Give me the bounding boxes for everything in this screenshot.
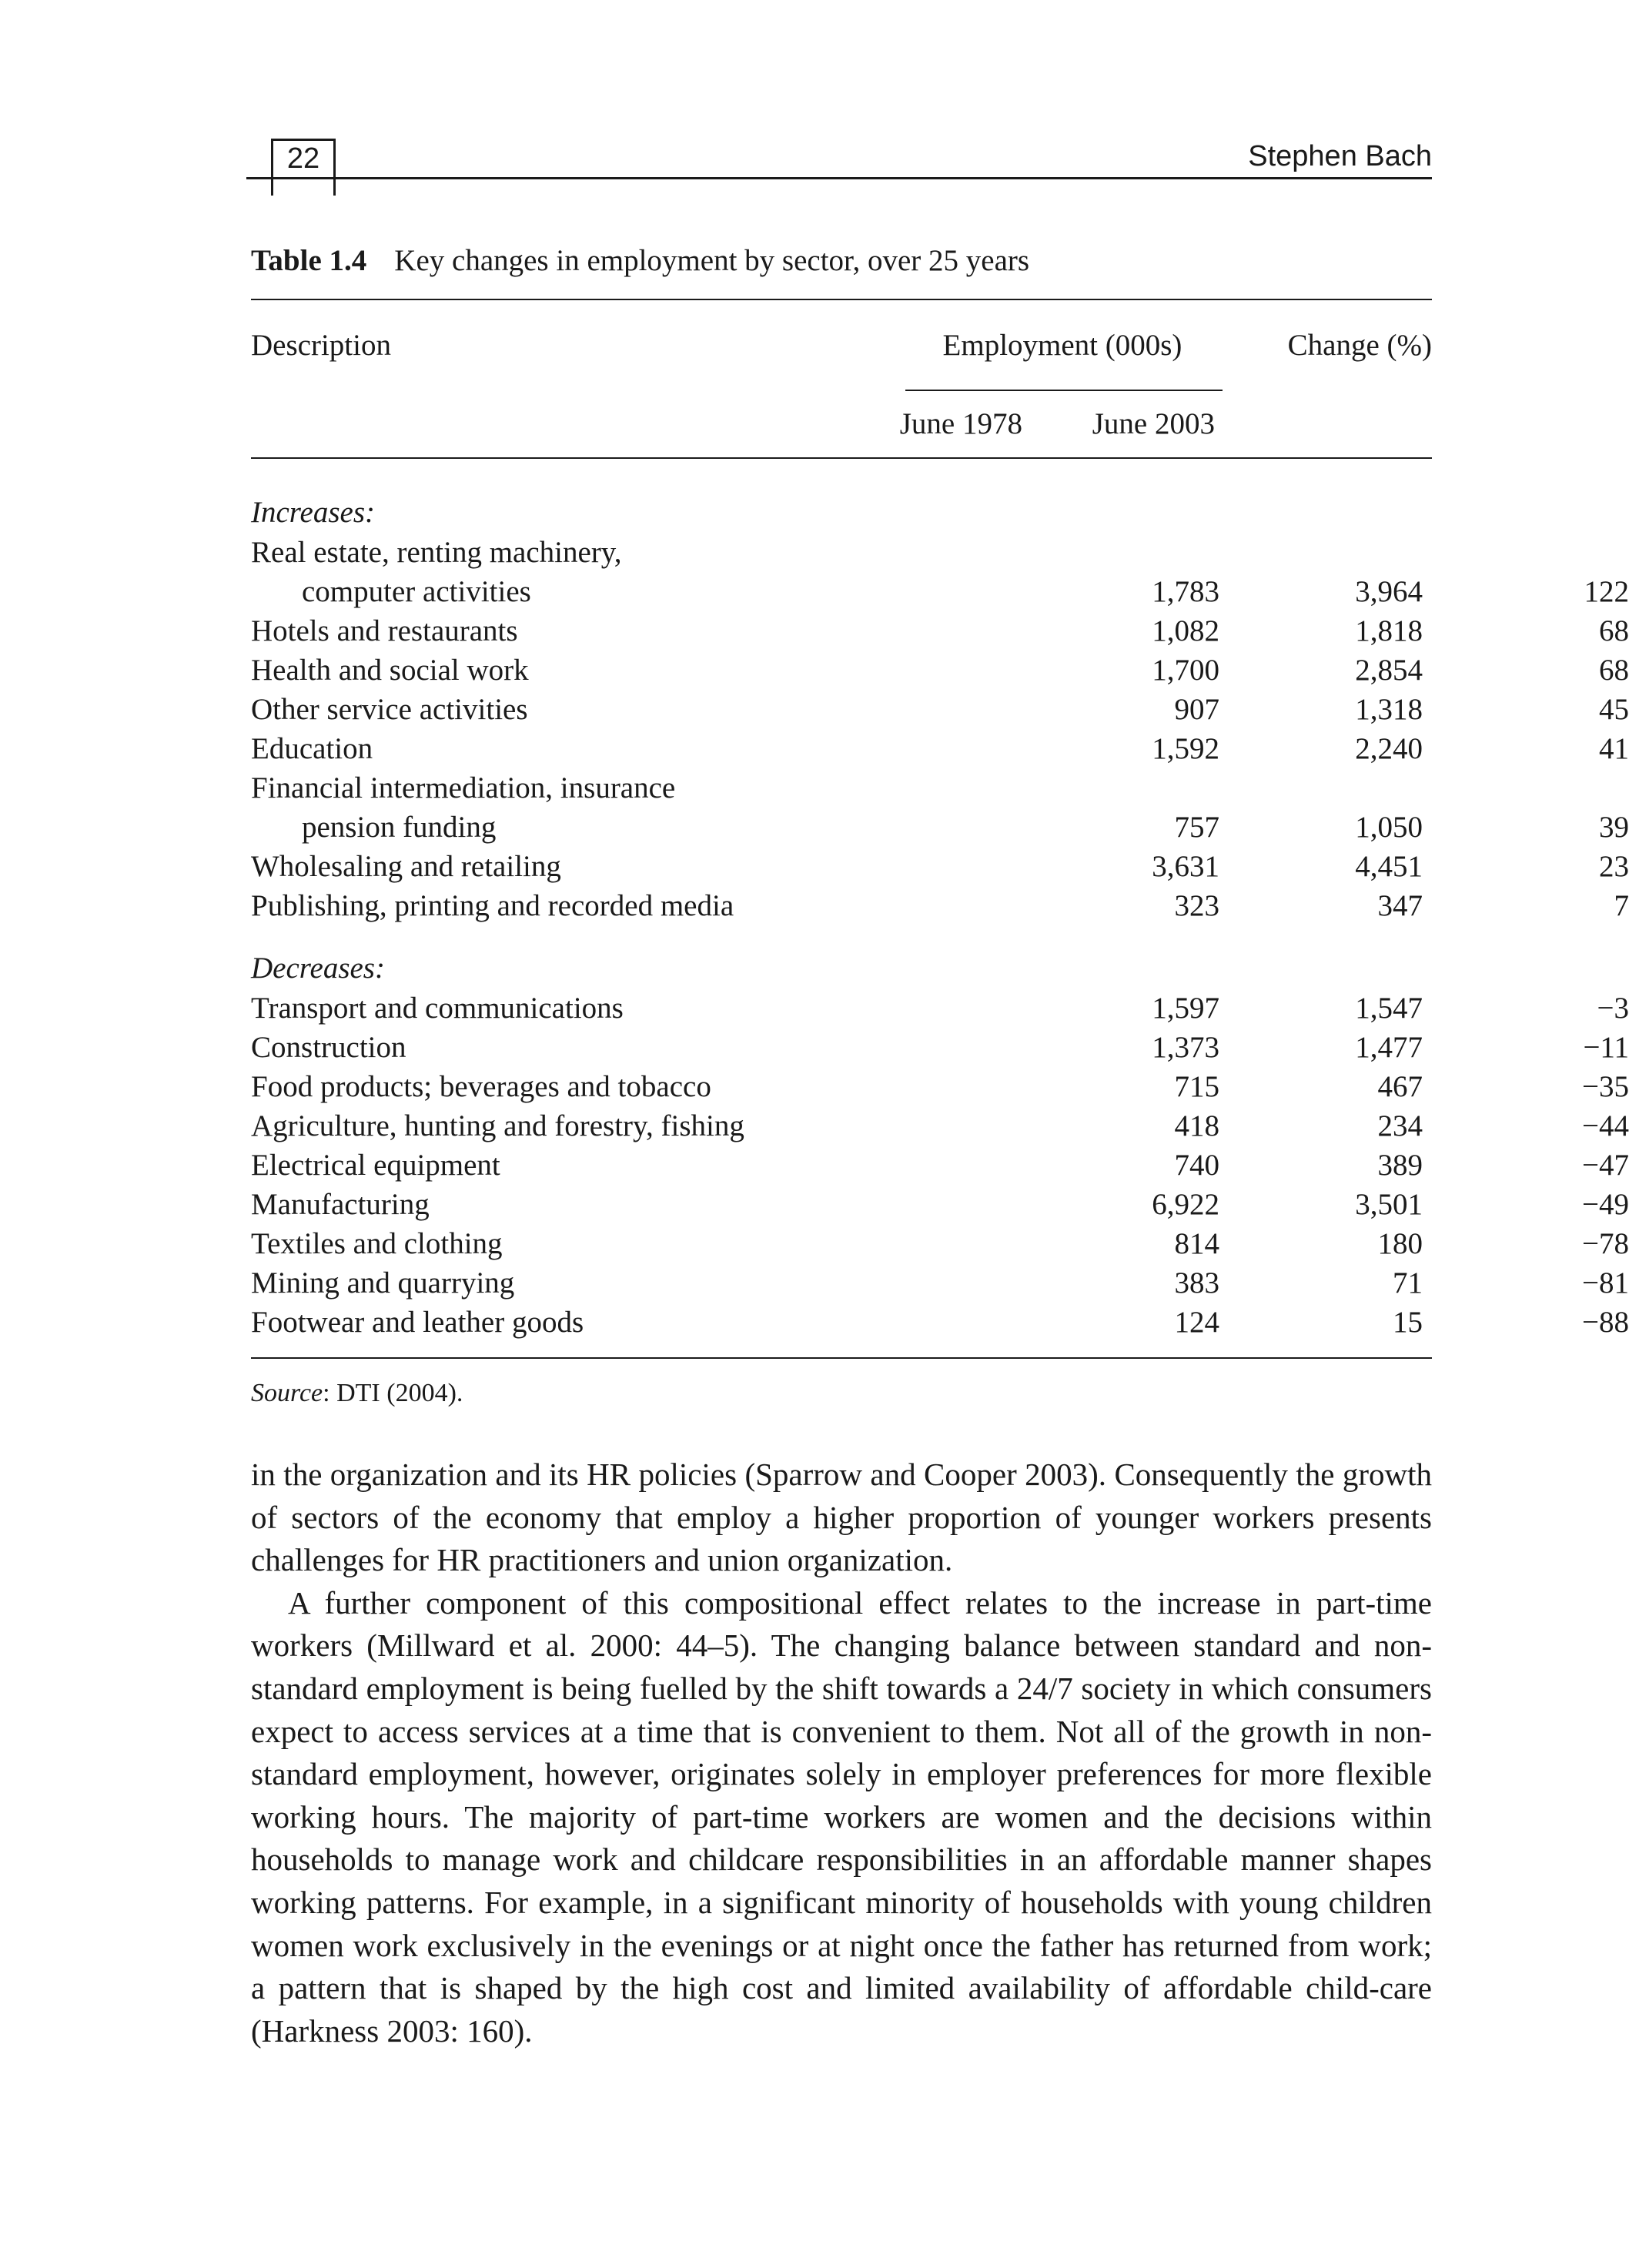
value-change: −47 — [1582, 1149, 1629, 1182]
row-description-line2: pension funding — [302, 811, 497, 844]
table-label: Table 1.4 — [251, 244, 367, 277]
value-change: 68 — [1599, 614, 1629, 647]
value-change: 23 — [1599, 850, 1629, 883]
value-june-2003: 1,318 — [1355, 693, 1423, 726]
value-june-2003: 15 — [1393, 1306, 1423, 1339]
value-change: 41 — [1599, 732, 1629, 765]
value-june-1978: 1,783 — [1152, 575, 1219, 608]
row-description — [251, 729, 867, 768]
table-row — [251, 729, 1629, 768]
row-description-line1: Financial intermediation, insurance — [251, 771, 676, 805]
table-row — [251, 1303, 1629, 1342]
value-change: −3 — [1597, 992, 1629, 1025]
table-bottom-rule — [251, 1357, 1432, 1359]
table-row — [251, 768, 1629, 847]
row-description — [251, 886, 867, 925]
value-change: −81 — [1582, 1266, 1629, 1300]
row-description — [251, 651, 867, 690]
value-change: −11 — [1583, 1031, 1629, 1064]
value-june-2003: 467 — [1377, 1070, 1423, 1103]
running-header — [246, 132, 1432, 202]
row-description — [251, 1067, 867, 1106]
row-description-line1: Textiles and clothing — [251, 1227, 503, 1260]
row-description-line1: Other service activities — [251, 693, 528, 726]
value-june-1978: 1,082 — [1152, 614, 1219, 647]
column-header-change: Change (%) — [1287, 329, 1432, 362]
table-row — [251, 886, 1629, 925]
row-description — [251, 611, 867, 651]
table-row — [251, 1106, 1629, 1146]
row-description-line1: Manufacturing — [251, 1188, 430, 1221]
value-june-1978: 1,592 — [1152, 732, 1219, 765]
row-description — [251, 1303, 867, 1342]
table-title: Key changes in employment by sector, over 25 years — [394, 244, 1030, 277]
row-description — [251, 1028, 867, 1067]
row-description — [251, 768, 867, 847]
value-june-2003: 347 — [1377, 889, 1423, 922]
row-description-line1: Food products; beverages and tobacco — [251, 1070, 711, 1103]
source-label: Source — [251, 1379, 323, 1407]
column-header-june-1978: June 1978 — [899, 407, 1022, 440]
table-row — [251, 533, 1629, 611]
table-column-headers — [251, 300, 1432, 457]
value-june-1978: 757 — [1174, 811, 1219, 844]
body-paragraph: A further component of this compositional effect relates to the increase in part-time workers (Millward et al. 2000: 44–5). The changing balance between standard and non-standard employment is being fuelled by the shift towards a 24/7 society in which consumers expect to access services at a time that is convenient to them. Not all of the growth in non-standard employment, however, originates solely in employer preferences for more flexible working hours. The majority of part-time workers are women and the decisions within households to manage work and childcare responsibilities in an affordable manner shapes working patterns. For example, in a significant minority of households with young children women work exclusively in the evenings or at night once the father has returned from work; a pattern that is shaped by the high cost and limited availability of affordable child-care (Harkness 2003: 160). — [251, 1584, 1432, 2049]
decreases-rows — [251, 988, 1629, 1342]
table-row — [251, 1067, 1629, 1106]
value-june-2003: 1,477 — [1355, 1031, 1423, 1064]
row-description — [251, 988, 867, 1028]
row-description-line1: Agriculture, hunting and forestry, fishing — [251, 1109, 744, 1142]
header-rule — [246, 177, 1432, 179]
table-row — [251, 1263, 1629, 1303]
value-june-2003: 1,547 — [1355, 992, 1423, 1025]
table-caption — [251, 240, 1432, 282]
row-description-line1: Hotels and restaurants — [251, 614, 518, 647]
table-row — [251, 847, 1629, 886]
table-row — [251, 651, 1629, 690]
row-description-line1: Footwear and leather goods — [251, 1306, 584, 1339]
value-june-1978: 907 — [1174, 693, 1219, 726]
running-head-author: Stephen Bach — [1248, 140, 1432, 172]
row-description-line1: Publishing, printing and recorded media — [251, 889, 734, 922]
value-june-1978: 6,922 — [1152, 1188, 1219, 1221]
value-june-1978: 740 — [1174, 1149, 1219, 1182]
page-number-box — [271, 139, 336, 177]
table-row — [251, 988, 1629, 1028]
value-change: −44 — [1582, 1109, 1629, 1142]
row-description — [251, 1106, 867, 1146]
table-row — [251, 1146, 1629, 1185]
value-june-2003: 3,964 — [1355, 575, 1423, 608]
value-june-2003: 180 — [1377, 1227, 1423, 1260]
value-change: 7 — [1614, 889, 1629, 922]
row-description — [251, 1263, 867, 1303]
row-description-line1: Transport and communications — [251, 992, 624, 1025]
value-june-1978: 323 — [1174, 889, 1219, 922]
row-description-line1: Real estate, renting machinery, — [251, 536, 622, 569]
section-label-increases: Increases: — [251, 496, 375, 529]
source-text: : DTI (2004). — [323, 1379, 463, 1407]
value-change: −35 — [1582, 1070, 1629, 1103]
increases-rows — [251, 533, 1629, 925]
row-description-line1: Mining and quarrying — [251, 1266, 515, 1300]
value-change: 122 — [1584, 575, 1629, 608]
value-change: 45 — [1599, 693, 1629, 726]
table-body — [251, 459, 1629, 1357]
value-june-1978: 1,700 — [1152, 654, 1219, 687]
row-description-line1: Health and social work — [251, 654, 529, 687]
value-june-1978: 383 — [1174, 1266, 1219, 1300]
table-row — [251, 1224, 1629, 1263]
column-header-june-2003: June 2003 — [1092, 407, 1215, 440]
table-row — [251, 1028, 1629, 1067]
value-june-2003: 3,501 — [1355, 1188, 1423, 1221]
value-june-1978: 1,597 — [1152, 992, 1219, 1025]
value-june-2003: 2,240 — [1355, 732, 1423, 765]
section-label-decreases: Decreases: — [251, 952, 385, 985]
value-june-1978: 3,631 — [1152, 850, 1219, 883]
column-header-employment: Employment (000s) — [942, 329, 1182, 362]
header-tick-right — [333, 177, 336, 196]
value-june-2003: 1,818 — [1355, 614, 1423, 647]
value-change: 68 — [1599, 654, 1629, 687]
body-paragraph: in the organization and its HR policies (Sparrow and Cooper 2003). Consequently the growth of sectors of the economy that employ a higher proportion of younger workers presents challenges for HR practitioners and union organization. — [251, 1457, 1432, 1578]
column-header-description: Description — [251, 329, 391, 362]
row-description — [251, 1185, 867, 1224]
value-june-2003: 71 — [1393, 1266, 1423, 1300]
row-description-line1: Electrical equipment — [251, 1149, 500, 1182]
value-change: −49 — [1582, 1188, 1629, 1221]
row-description-line1: Wholesaling and retailing — [251, 850, 561, 883]
value-june-1978: 715 — [1174, 1070, 1219, 1103]
value-change: −78 — [1582, 1227, 1629, 1260]
row-description — [251, 690, 867, 729]
row-description — [251, 1146, 867, 1185]
table-row — [251, 611, 1629, 651]
table-source — [251, 1379, 1432, 1408]
page-number: 22 — [286, 142, 320, 175]
value-june-2003: 4,451 — [1355, 850, 1423, 883]
row-description-line1: Education — [251, 732, 373, 765]
table-row — [251, 690, 1629, 729]
value-change: −88 — [1582, 1306, 1629, 1339]
value-june-1978: 418 — [1174, 1109, 1219, 1142]
body-text — [251, 1453, 1432, 2052]
value-change: 39 — [1599, 811, 1629, 844]
value-june-2003: 2,854 — [1355, 654, 1423, 687]
value-june-2003: 1,050 — [1355, 811, 1423, 844]
row-description — [251, 847, 867, 886]
employment-table — [251, 240, 1629, 1408]
row-description-line2: computer activities — [302, 575, 531, 608]
value-june-2003: 234 — [1377, 1109, 1423, 1142]
value-june-2003: 389 — [1377, 1149, 1423, 1182]
header-tick-left — [271, 177, 273, 196]
table-row — [251, 1185, 1629, 1224]
row-description — [251, 533, 867, 611]
row-description-line1: Construction — [251, 1031, 406, 1064]
employment-header-rule — [905, 390, 1223, 391]
row-description — [251, 1224, 867, 1263]
value-june-1978: 124 — [1174, 1306, 1219, 1339]
value-june-1978: 1,373 — [1152, 1031, 1219, 1064]
value-june-1978: 814 — [1174, 1227, 1219, 1260]
